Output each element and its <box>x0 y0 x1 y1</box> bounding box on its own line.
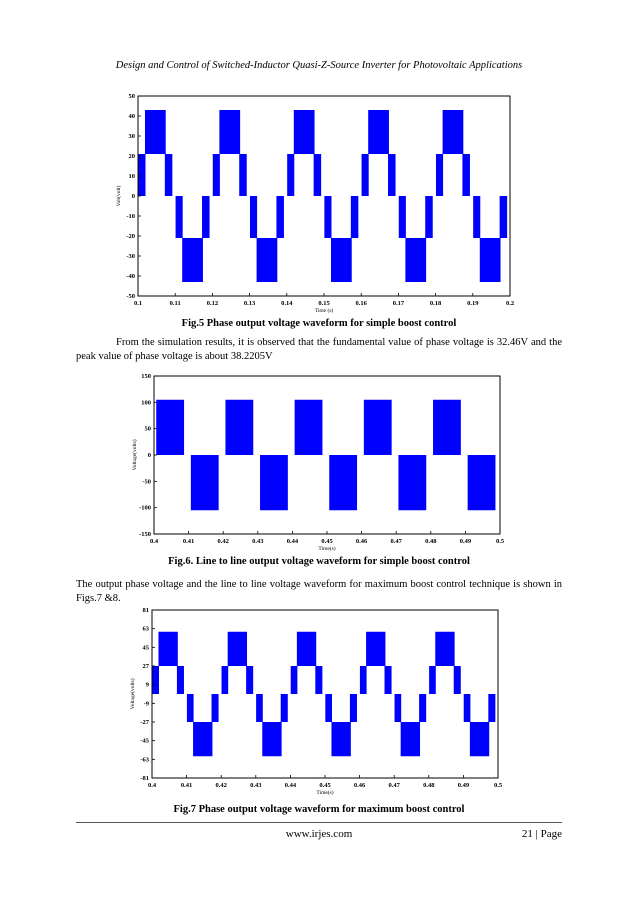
x-tick-label: 0.5 <box>495 538 505 545</box>
fig7-chart <box>118 604 518 796</box>
y-tick-label: 30 <box>128 133 135 140</box>
y-tick-label: -150 <box>139 531 151 538</box>
x-tick-label: 0.44 <box>286 538 299 545</box>
y-tick-label: -9 <box>143 700 149 708</box>
x-axis-label: Time (s) <box>314 308 334 313</box>
fig6-plot <box>120 370 520 552</box>
y-tick-label: 50 <box>128 93 135 100</box>
footer-page: 21 | Page <box>521 828 562 840</box>
x-tick-label: 0.16 <box>355 300 367 307</box>
x-tick-label: 0.12 <box>206 300 219 307</box>
y-tick-label: 50 <box>144 425 151 433</box>
fig7-plot <box>118 604 518 796</box>
x-tick-label: 0.46 <box>355 538 368 545</box>
x-tick-label: 0.45 <box>319 782 331 789</box>
x-tick-label: 0.17 <box>392 300 405 307</box>
x-tick-label: 0.43 <box>252 538 264 545</box>
y-tick-label: -40 <box>126 273 135 280</box>
y-axis-label: Vab(volt) <box>116 185 122 207</box>
x-tick-label: 0.47 <box>390 538 402 545</box>
x-tick-label: 0.41 <box>182 538 195 545</box>
footer-rule <box>76 822 562 823</box>
y-tick-label: 10 <box>128 173 135 180</box>
y-tick-label: 150 <box>141 373 151 380</box>
x-tick-label: 0.42 <box>215 782 227 789</box>
y-tick-label: 100 <box>141 399 151 407</box>
fig5-plot <box>108 88 528 313</box>
y-tick-label: 20 <box>128 153 135 160</box>
y-tick-label: 40 <box>128 113 135 120</box>
y-axis-label: Voltage(volts) <box>130 678 136 710</box>
paragraph-1: From the simulation results, it is observed that the fundamental value of phase voltage is 32.46V and the peak value of phase voltage is about 38.2205V <box>76 337 562 362</box>
x-tick-label: 0.1 <box>133 300 143 307</box>
y-tick-label: -50 <box>142 478 151 486</box>
x-tick-label: 0.49 <box>459 538 472 545</box>
y-tick-label: 45 <box>142 644 149 652</box>
y-tick-label: -27 <box>140 719 149 726</box>
y-axis-label: Voltage(volts) <box>132 439 138 471</box>
y-tick-label: -20 <box>126 233 135 240</box>
x-tick-label: 0.45 <box>321 538 333 545</box>
x-tick-label: 0.48 <box>425 538 437 545</box>
x-tick-label: 0.19 <box>467 300 479 307</box>
x-tick-label: 0.13 <box>243 300 256 307</box>
x-tick-label: 0.44 <box>284 782 297 789</box>
y-tick-label: -100 <box>139 504 151 512</box>
y-tick-label: -81 <box>140 775 149 782</box>
x-tick-label: 0.42 <box>217 538 229 545</box>
fig6-chart <box>120 370 520 552</box>
running-header: Design and Control of Switched-Inductor Quasi-Z-Source Inverter for Photovoltaic Applications <box>115 60 523 71</box>
fig5-caption: Fig.5 Phase output voltage waveform for simple boost control <box>181 318 457 329</box>
footer-site: www.irjes.com <box>285 828 353 840</box>
fig5-chart <box>108 88 528 313</box>
y-tick-label: 9 <box>145 681 149 689</box>
y-tick-label: 81 <box>142 607 149 614</box>
y-tick-label: -10 <box>126 213 135 220</box>
x-tick-label: 0.2 <box>505 300 515 307</box>
x-axis-label: Time(s) <box>318 546 336 552</box>
fig6-caption: Fig.6. Line to line output voltage waveform for simple boost control <box>168 556 470 567</box>
x-tick-label: 0.15 <box>318 300 330 307</box>
y-tick-label: -50 <box>126 293 135 300</box>
x-tick-label: 0.49 <box>457 782 470 789</box>
y-tick-label: -30 <box>126 253 135 260</box>
x-tick-label: 0.4 <box>147 782 157 789</box>
fig7-caption: Fig.7 Phase output voltage waveform for maximum boost control <box>173 804 465 815</box>
y-tick-label: 0 <box>131 193 135 200</box>
x-tick-label: 0.18 <box>429 300 442 307</box>
x-tick-label: 0.11 <box>169 300 181 307</box>
y-tick-label: -63 <box>140 756 149 764</box>
x-tick-label: 0.14 <box>281 300 293 307</box>
y-tick-label: -45 <box>140 737 149 745</box>
x-tick-label: 0.4 <box>149 538 159 545</box>
x-tick-label: 0.41 <box>180 782 193 789</box>
x-tick-label: 0.47 <box>388 782 400 789</box>
y-tick-label: 63 <box>142 625 149 633</box>
x-tick-label: 0.43 <box>250 782 262 789</box>
y-tick-label: 27 <box>142 663 149 670</box>
paragraph-2: The output phase voltage and the line to line voltage waveform for maximum boost control technique is shown in Figs.7 &8. <box>76 579 562 604</box>
x-axis-label: Time(s) <box>316 790 334 796</box>
x-tick-label: 0.46 <box>353 782 366 789</box>
x-tick-label: 0.5 <box>493 782 503 789</box>
x-tick-label: 0.48 <box>423 782 435 789</box>
y-tick-label: 0 <box>147 452 151 459</box>
